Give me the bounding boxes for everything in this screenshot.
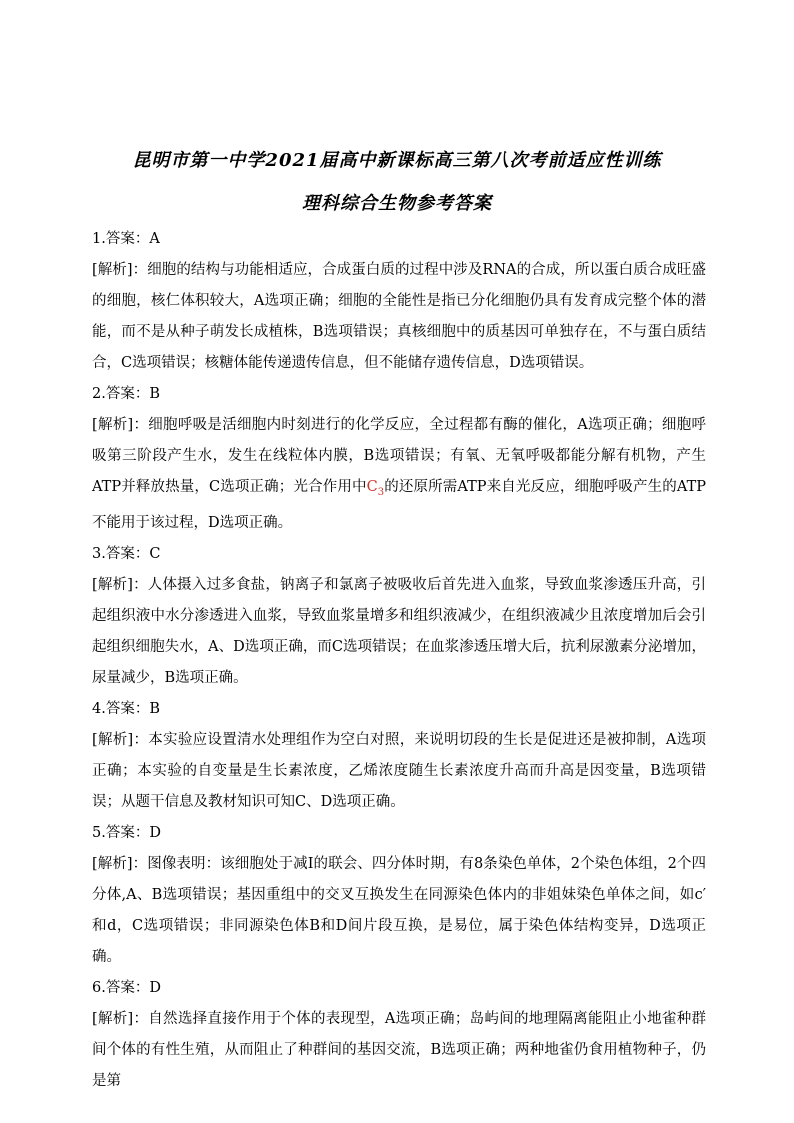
c-prime-symbol: c′ xyxy=(694,886,706,903)
explanation-2-part-b: 的还原所需ATP来自光反应，细胞呼吸产生的ATP不能用于该过程，D选项正确。 xyxy=(92,479,707,531)
page-title: 昆明市第一中学2021届高中新课标高三第八次考前适应性训练 xyxy=(132,150,662,171)
answer-2: 2.答案：B xyxy=(92,386,160,402)
explanation-4: [解析]：本实验应设置清水处理组作为空白对照，来说明切段的生长是促进还是被抑制，A选项正确；本实验的自变量是生长素浓度，乙烯浓度随生长素浓度升高而升高是因变量，B选项错误；从题干信息及教材知识可知C、D选项正确。 xyxy=(92,731,706,810)
explanation-2-part-a: [解析]：细胞呼吸是活细胞内时刻进行的化学反应，全过程都有酶的催化，A选项正确；细胞呼吸第三阶段产生水，发生在线粒体内膜，B选项错误；有氧、无氧呼吸都能分解有机物，产生ATP并释放热量，C选项正确；光合作用中 xyxy=(92,417,706,495)
explanation-2 xyxy=(92,410,706,539)
answer-3: 3.答案：C xyxy=(92,545,161,562)
explanation-3: [解析]：人体摄入过多食盐，钠离子和氯离子被吸收后首先进入血浆，导致血浆渗透压升高，引起组织液中水分渗透进入血浆，导致血浆量增多和组织液减少，在组织液减少且浓度增加后会引起组织细胞失水，A、D选项正确，而C选项错误；在血浆渗透压增大后，抗利尿激素分泌增加，尿量减少，B选项正确。 xyxy=(92,576,706,686)
c3-subscript: 3 xyxy=(377,486,385,498)
answer-list xyxy=(92,224,706,1097)
explanation-1: [解析]：细胞的结构与功能相适应，合成蛋白质的过程中涉及RNA的合成，所以蛋白质合成旺盛的细胞，核仁体积较大，A选项正确；细胞的全能性是指已分化细胞仍具有发育成完整个体的潜能，而不是从种子萌发长成植株，B选项错误；真核细胞中的质基因可单独存在，不与蛋白质结合，C选项错误；核糖体能传递遗传信息，但不能储存遗传信息，D选项错误。 xyxy=(92,262,706,371)
explanation-6: [解析]：自然选择直接作用于个体的表现型，A选项正确；岛屿间的地理隔离能阻止小地雀种群间个体的有性生殖，从而阻止了种群间的基因交流，B选项正确；两种地雀仍食用植物种子，仍是第 xyxy=(92,1010,706,1089)
answer-4: 4.答案：B xyxy=(92,700,160,717)
explanation-5 xyxy=(92,849,706,973)
explanation-5-part-b: 和d，C选项错误；非同源染色体B和D间片段互换，是易位，属于染色体结构变异，D选项正确。 xyxy=(92,917,706,965)
answer-5: 5.答案：D xyxy=(92,824,161,841)
answer-1: 1.答案：A xyxy=(92,231,160,247)
page-subtitle: 理科综合生物参考答案 xyxy=(302,193,492,214)
c3-symbol xyxy=(366,479,385,498)
answer-6: 6.答案：D xyxy=(92,979,161,996)
c3-letter: C xyxy=(366,479,378,495)
explanation-5-part-a: [解析]：图像表明：该细胞处于减Ⅰ的联会、四分体时期，有8条染色单体，2个染色体组，2个四分体,A、B选项错误；基因重组中的交叉互换发生在同源染色体内的非姐妹染色单体之间，如 xyxy=(92,855,706,903)
